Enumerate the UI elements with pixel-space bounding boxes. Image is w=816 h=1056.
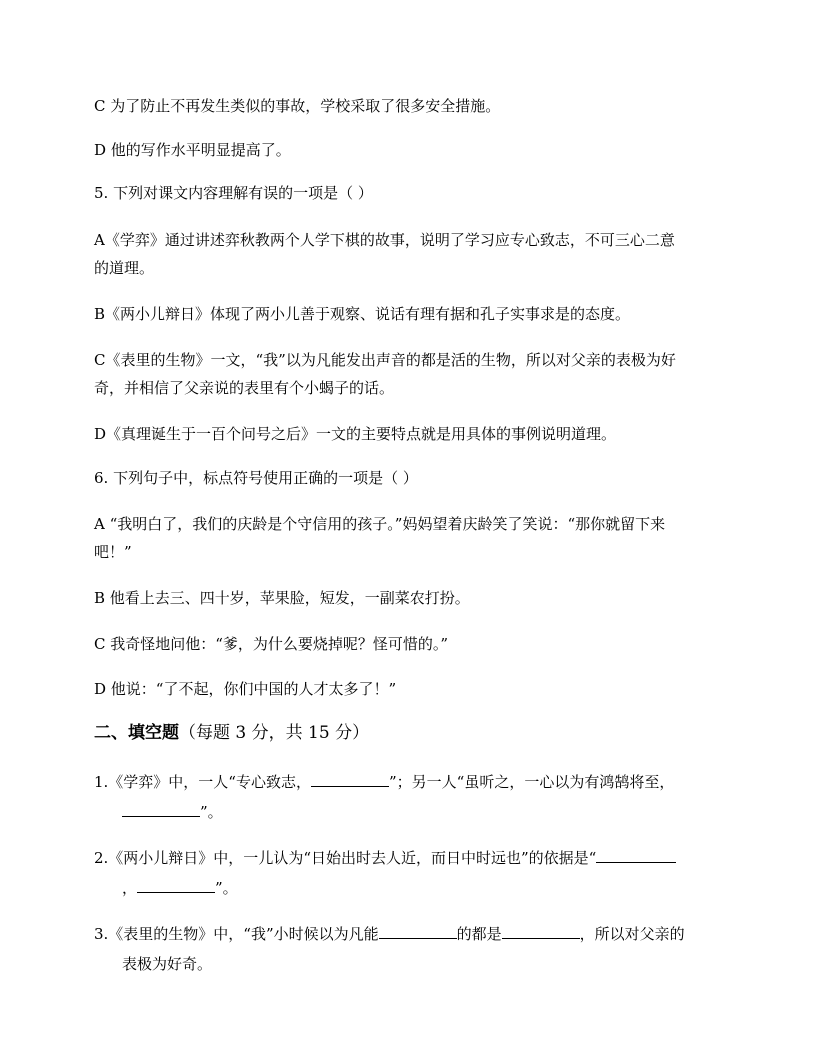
q3-text-a: 3.《表里的生物》中，“我”小时候以为凡能 — [94, 925, 379, 943]
q3-text-b: 的都是 — [456, 925, 502, 943]
q1-blank-2[interactable] — [122, 800, 200, 817]
q3-text-c: ，所以对父亲的 — [579, 925, 685, 943]
q2-blank-1[interactable] — [596, 846, 676, 863]
fill-question-2-line1 — [94, 846, 734, 870]
q6-option-c: C 我奇怪地问他：“爹，为什么要烧掉呢？怪可惜的。” — [94, 635, 449, 653]
q2-blank-2[interactable] — [137, 876, 215, 893]
q3-blank-2[interactable] — [502, 922, 580, 939]
q2-text-b: ， — [122, 879, 138, 897]
q1-text-a: 1.《学弈》中，一人“专心致志， — [94, 773, 311, 791]
option-d-sentence: D 他的写作水平明显提高了。 — [94, 141, 291, 159]
q6-option-b: B 他看上去三、四十岁，苹果脸，短发，一副菜农打扮。 — [94, 589, 470, 607]
fill-question-3-line1 — [94, 922, 734, 946]
q3-blank-1[interactable] — [379, 922, 457, 939]
section-2-heading — [94, 720, 734, 746]
q2-text-c: ”。 — [215, 879, 238, 897]
question-5-stem: 5. 下列对课文内容理解有误的一项是（ ） — [94, 184, 373, 202]
fill-question-1-line2 — [122, 800, 762, 824]
section-2-title: 二、填空题 — [94, 723, 179, 743]
q1-blank-1[interactable] — [311, 770, 389, 787]
q6-option-d: D 他说：“了不起，你们中国的人才太多了！” — [94, 680, 397, 698]
q2-text-a: 2.《两小儿辩日》中，一儿认为“日始出时去人近，而日中时远也”的依据是“ — [94, 849, 597, 867]
q6-option-a-line1: A “我明白了，我们的庆龄是个守信用的孩子。”妈妈望着庆龄笑了笑说：“那你就留下来 — [94, 515, 666, 533]
q1-text-c: ”。 — [200, 803, 223, 821]
q5-option-c-line2: 奇，并相信了父亲说的表里有个小蝎子的话。 — [94, 379, 395, 397]
q5-option-a-line2: 的道理。 — [94, 259, 155, 277]
section-2-note: （每题 3 分，共 15 分） — [179, 723, 370, 743]
q5-option-c-line1: C《表里的生物》一文，“我”以为凡能发出声音的都是活的生物，所以对父亲的表极为好 — [94, 351, 676, 369]
option-c-sentence: C 为了防止不再发生类似的事故，学校采取了很多安全措施。 — [94, 97, 501, 115]
q5-option-a-line1: A《学弈》通过讲述弈秋教两个人学下棋的故事，说明了学习应专心致志，不可三心二意 — [94, 231, 675, 249]
q1-text-b: ”；另一人“虽听之，一心以为有鸿鹄将至， — [388, 773, 675, 791]
question-6-stem: 6. 下列句子中，标点符号使用正确的一项是（ ） — [94, 469, 418, 487]
fill-question-3-line2: 表极为好奇。 — [122, 955, 213, 973]
q6-option-a-line2: 吧！” — [94, 543, 132, 561]
fill-question-2-line2 — [122, 876, 762, 900]
q5-option-d: D《真理诞生于一百个问号之后》一文的主要特点就是用具体的事例说明道理。 — [94, 425, 617, 443]
q5-option-b: B《两小儿辩日》体现了两小儿善于观察、说话有理有据和孔子实事求是的态度。 — [94, 305, 631, 323]
fill-question-1-line1 — [94, 770, 734, 794]
